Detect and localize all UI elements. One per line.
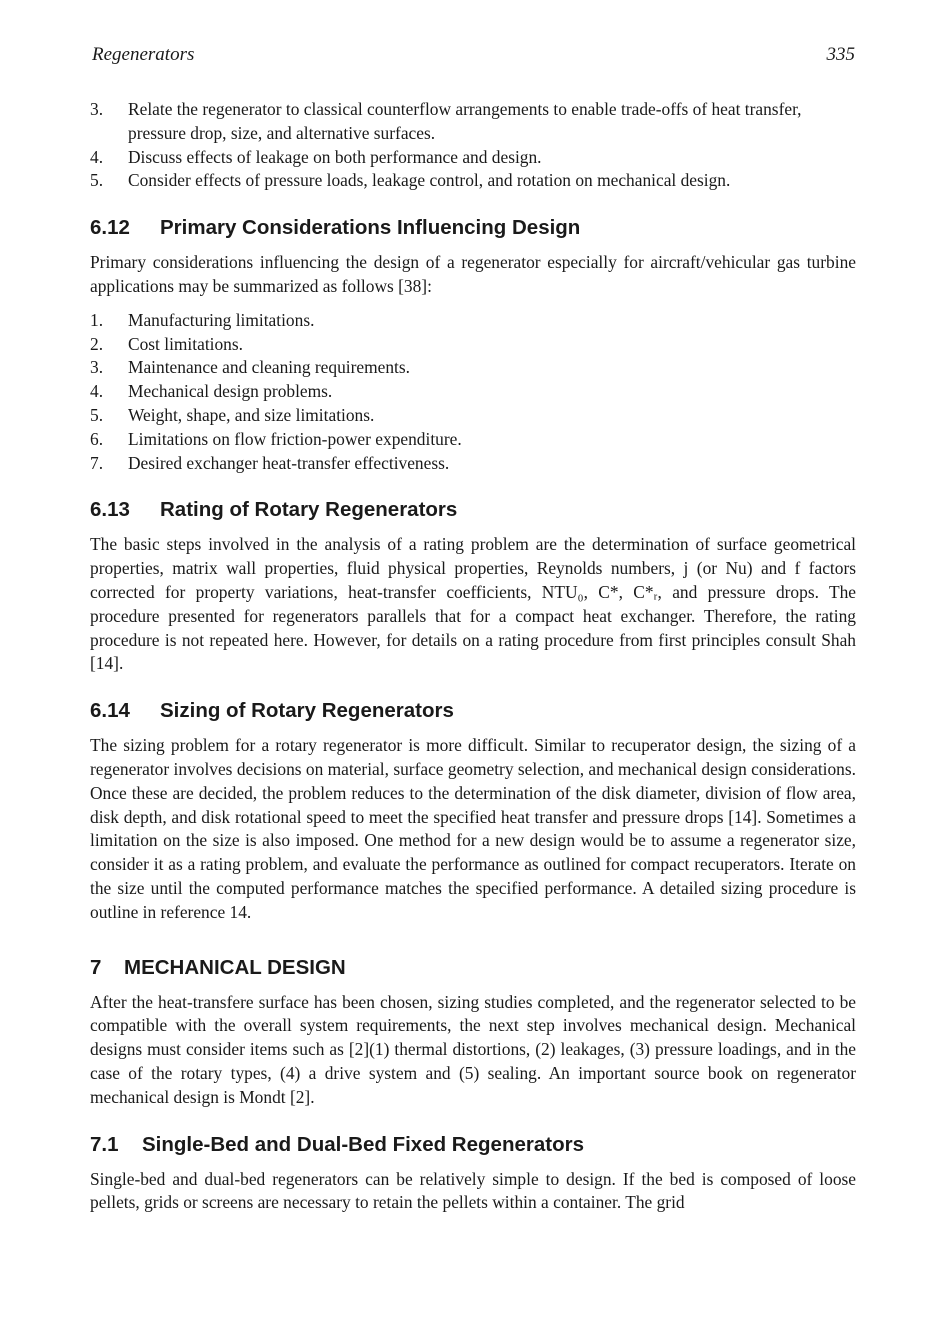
list-item: [90, 146, 856, 170]
list-number: 5.: [90, 404, 104, 425]
section-number: 7: [90, 955, 102, 979]
list-text: Mechanical design problems.: [128, 381, 333, 402]
section-paragraph: The sizing problem for a rotary regenerator is more difficult. Similar to recuperator design, the sizing of a regenerator involves decisions on material, surface geometry selection, and mechanical design considerations. Once these are decided, the problem reduces to the determination of the disk diameter, division of flow area, disk depth, and disk rotational speed to meet the specified heat transfer and pressure drops [14]. Sometimes a limitation on the size is also imposed. One method for a new design would be to assume a regenerator size, consider it as a rating problem, and evaluate the performance as outlined for compact recuperators. Iterate on the size until the computed performance matches the specified performance. A detailed sizing procedure is outline in reference 14.: [90, 735, 856, 922]
list-item: [90, 333, 856, 357]
list-text: Relate the regenerator to classical counterflow arrangements to enable trade-offs of heat transfer, pressure drop, size, and alternative surfaces.: [128, 99, 802, 143]
section-heading-6-14: [90, 698, 856, 724]
list-item: [90, 356, 856, 380]
list-number: 1.: [90, 309, 104, 330]
list-text: Manufacturing limitations.: [128, 309, 315, 330]
considerations-list: [90, 309, 856, 476]
list-number: 3.: [90, 99, 104, 119]
section-paragraph: Single-bed and dual-bed regenerators can be relatively simple to design. If the bed is composed of loose pellets, grids or screens are necessary to retain the pellets within a container. The grid: [90, 1168, 856, 1213]
list-number: 4.: [90, 146, 104, 167]
section-paragraph: After the heat-transfere surface has been chosen, sizing studies completed, and the regenerator selected to be compatible with the overall system requirements, the next step involves mechanical design. Mechanical designs must consider items such as [2](1) thermal distortions, (2) leakages, (3) pressure loadings, and in the case of the rotary types, (4) a drive system and (5) sealing. An important source book on regenerator mechanical design is Mondt [2].: [90, 991, 856, 1107]
section-number: 6.14: [90, 699, 130, 723]
section-title: Sizing of Rotary Regenerators: [160, 699, 454, 723]
section-number: 6.13: [90, 498, 130, 522]
section-heading-7-1: [90, 1132, 856, 1158]
list-item: [90, 309, 856, 333]
page-number: 335: [826, 44, 855, 65]
list-item: [90, 380, 856, 404]
list-number: 2.: [90, 333, 104, 354]
running-head: [92, 44, 855, 70]
list-number: 7.: [90, 452, 104, 473]
section-paragraph: The basic steps involved in the analysis of a rating problem are the determination of surface geometrical properties, matrix wall properties, fluid physical properties, Reynolds numbers, j (or Nu) and f factors corrected for property variations, heat-transfer coefficients, NTU₀, C*, C*ᵣ, and pressure drops. The procedure presented for regenerators parallels that for a compact heat exchanger. Therefore, the rating procedure is not repeated here. However, for details on a rating procedure from first principles consult Shah [14].: [90, 534, 856, 674]
section-paragraph: Primary considerations influencing the design of a regenerator especially for aircraft/vehicular gas turbine applications may be summarized as follows [38]:: [90, 252, 856, 296]
list-number: 5.: [90, 170, 104, 191]
list-text: Maintenance and cleaning requirements.: [128, 357, 410, 378]
section-heading-6-13: [90, 497, 856, 523]
section-heading-6-12: [90, 215, 856, 241]
list-number: 4.: [90, 381, 104, 402]
list-text: Desired exchanger heat-transfer effectiveness.: [128, 452, 450, 473]
section-title: Single-Bed and Dual-Bed Fixed Regenerators: [142, 1132, 584, 1156]
section-title: Primary Considerations Influencing Design: [160, 216, 581, 240]
list-item: [90, 404, 856, 428]
list-item: [90, 428, 856, 452]
list-item: [90, 98, 856, 146]
section-title: MECHANICAL DESIGN: [124, 955, 346, 979]
section-number: 7.1: [90, 1132, 119, 1156]
section-heading-7: [90, 955, 856, 981]
list-item: [90, 169, 856, 193]
list-text: Discuss effects of leakage on both performance and design.: [128, 146, 542, 167]
section-title: Rating of Rotary Regenerators: [160, 498, 458, 522]
section-number: 6.12: [90, 216, 130, 240]
page-content: [90, 98, 856, 1215]
running-head-title: Regenerators: [92, 44, 195, 65]
list-text: Consider effects of pressure loads, leakage control, and rotation on mechanical design.: [128, 170, 731, 191]
list-number: 3.: [90, 357, 104, 378]
list-number: 6.: [90, 428, 104, 449]
list-text: Limitations on flow friction-power expenditure.: [128, 428, 462, 449]
list-text: Weight, shape, and size limitations.: [128, 404, 375, 425]
list-item: [90, 452, 856, 476]
intro-list: [90, 98, 856, 193]
list-text: Cost limitations.: [128, 333, 243, 354]
